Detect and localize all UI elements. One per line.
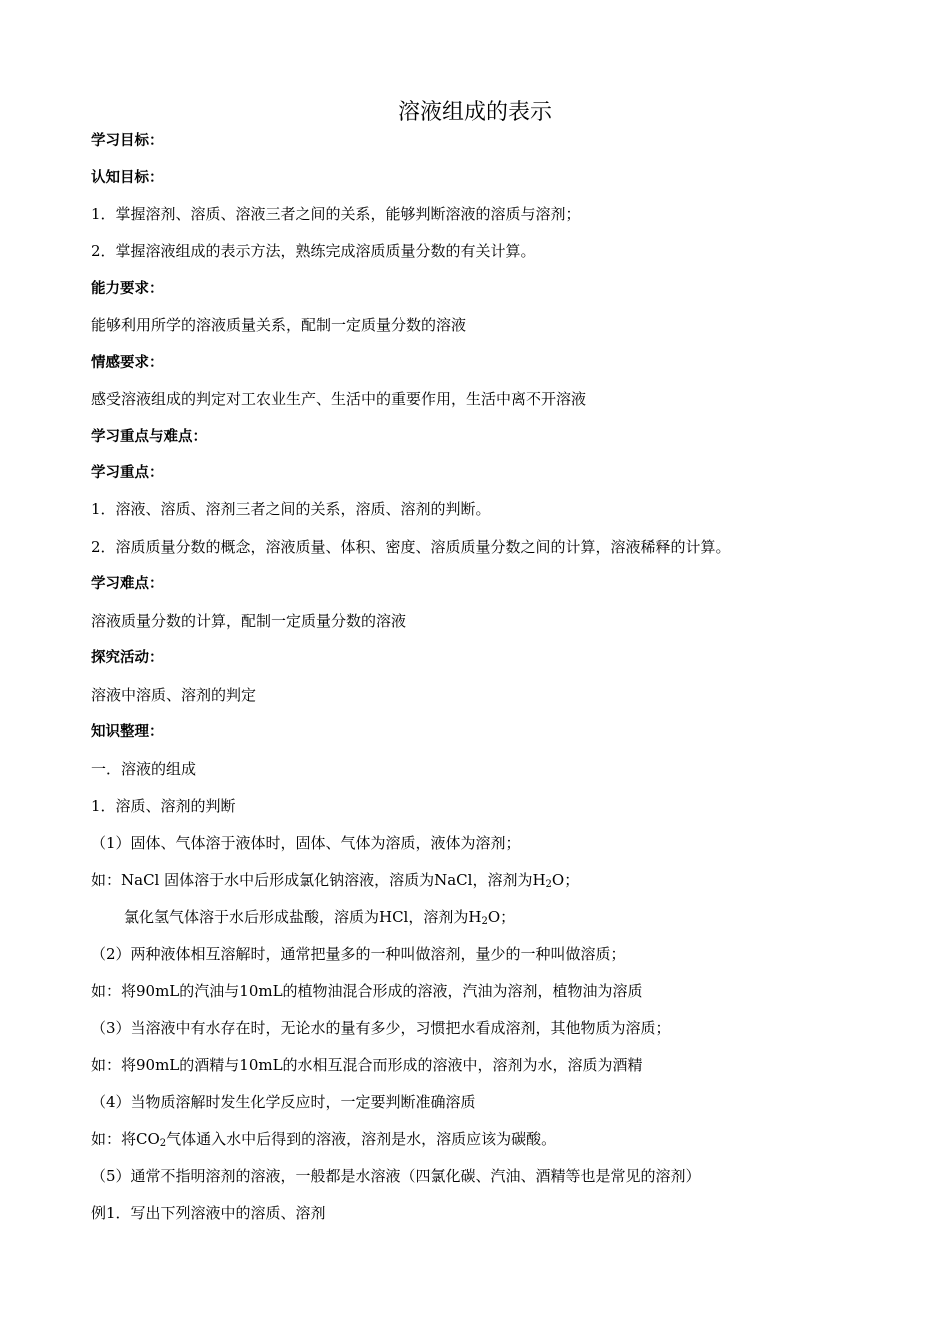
knowledge-line-3: （1）固体、气体溶于液体时，固体、气体为溶质，液体为溶剂； <box>91 834 521 852</box>
emotion-text: 感受溶液组成的判定对工农业生产、生活中的重要作用，生活中离不开溶液 <box>91 390 587 408</box>
knowledge-line-4-tail: O； <box>551 871 580 889</box>
knowledge-line-12: （5）通常不指明溶剂的溶液，一般都是水溶液（四氯化碳、汽油、酒精等也是常见的溶剂） <box>91 1167 701 1185</box>
knowledge-line-10: （4）当物质溶解时发生化学反应时，一定要判断准确溶质 <box>91 1093 476 1111</box>
knowledge-line-6: （2）两种液体相互溶解时，通常把量多的一种叫做溶剂，量少的一种叫做溶质； <box>91 945 626 963</box>
heading-difficult-points: 学习难点： <box>91 576 164 592</box>
subscript-2: 2 <box>159 1138 167 1149</box>
heading-ability: 能力要求： <box>91 281 164 297</box>
knowledge-line-9: 如：将90mL的酒精与10mL的水相互混合而形成的溶液中，溶剂为水，溶质为酒精 <box>91 1056 643 1074</box>
heading-emotion: 情感要求： <box>91 355 164 371</box>
heading-inquiry: 探究活动： <box>91 650 164 666</box>
knowledge-line-8: （3）当溶液中有水存在时，无论水的量有多少，习惯把水看成溶剂，其他物质为溶质； <box>91 1019 671 1037</box>
heading-key-and-difficult: 学习重点与难点： <box>91 429 207 445</box>
cognitive-item-2: 2．掌握溶液组成的表示方法，熟练完成溶质质量分数的有关计算。 <box>91 242 536 260</box>
ability-text: 能够利用所学的溶液质量关系，配制一定质量分数的溶液 <box>91 316 467 334</box>
knowledge-line-5-tail: O； <box>487 908 516 926</box>
knowledge-line-5 <box>124 907 515 927</box>
difficult-text: 溶液质量分数的计算，配制一定质量分数的溶液 <box>91 612 407 630</box>
heading-knowledge: 知识整理： <box>91 724 164 740</box>
subscript-2: 2 <box>545 879 552 890</box>
inquiry-text: 溶液中溶质、溶剂的判定 <box>91 686 257 704</box>
key-item-1: 1．溶液、溶质、溶剂三者之间的关系，溶质、溶剂的判断。 <box>91 500 491 518</box>
cognitive-item-1: 1．掌握溶剂、溶质、溶液三者之间的关系，能够判断溶液的溶质与溶剂； <box>91 205 581 223</box>
knowledge-line-4 <box>91 870 579 890</box>
knowledge-line-11 <box>91 1129 556 1149</box>
heading-key-points: 学习重点： <box>91 465 164 481</box>
subscript-2: 2 <box>481 916 488 927</box>
key-item-2: 2．溶质质量分数的概念，溶液质量、体积、密度、溶质质量分数之间的计算，溶液稀释的计算。 <box>91 538 731 556</box>
heading-learning-goals: 学习目标： <box>91 133 164 149</box>
example-1: 例1．写出下列溶液中的溶质、溶剂 <box>91 1204 326 1222</box>
knowledge-line-4-text: 如：NaCl 固体溶于水中后形成氯化钠溶液，溶质为NaCl，溶剂为H <box>91 871 546 889</box>
knowledge-line-11-tail: 气体通入水中后得到的溶液，溶剂是水，溶质应该为碳酸。 <box>166 1130 557 1148</box>
knowledge-line-7: 如：将90mL的汽油与10mL的植物油混合形成的溶液，汽油为溶剂，植物油为溶质 <box>91 982 643 1000</box>
knowledge-line-11-text: 如：将CO <box>91 1130 160 1148</box>
knowledge-line-5-text: 氯化氢气体溶于水后形成盐酸，溶质为HCl，溶剂为H <box>124 908 482 926</box>
page-title: 溶液组成的表示 <box>397 100 552 125</box>
knowledge-line-1: 一．溶液的组成 <box>91 760 197 778</box>
knowledge-line-2: 1．溶质、溶剂的判断 <box>91 797 236 815</box>
heading-cognitive-goals: 认知目标： <box>91 170 164 186</box>
